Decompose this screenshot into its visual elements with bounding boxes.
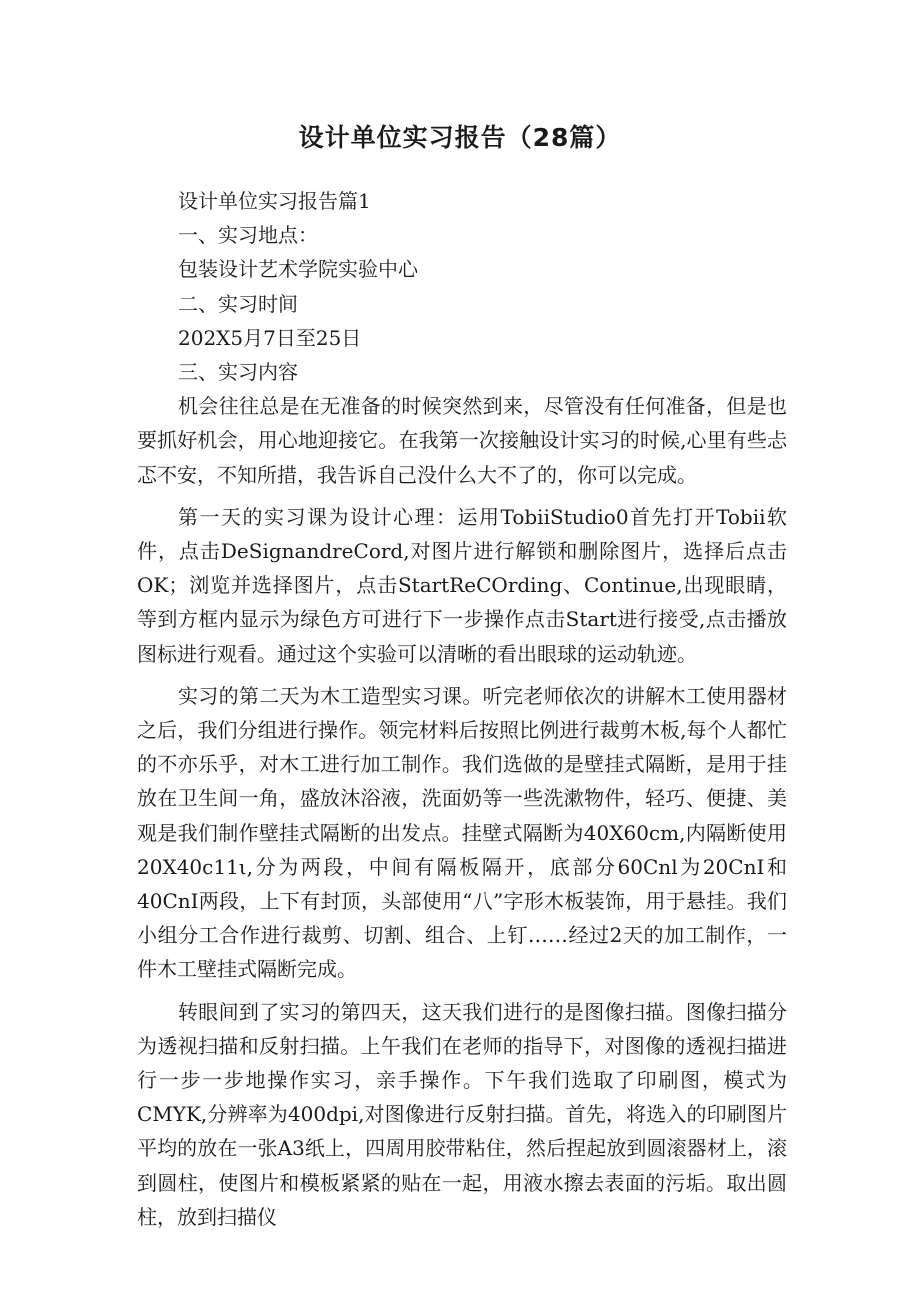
paragraph-intro: 机会往往总是在无准备的时候突然到来，尽管没有任何准备，但是也要抓好机会，用心地迎接它。在我第一次接触设计实习的时候,心里有些忐忑不安，不知所措，我告诉自己没什么大不了的，你可以完成。	[137, 394, 787, 487]
item-time-value: 202X5月7日至25日	[178, 325, 362, 350]
document-title: 设计单位实习报告（28篇）	[298, 123, 622, 152]
paragraph-day-four: 转眼间到了实习的第四天，这天我们进行的是图像扫描。图像扫描分为透视扫描和反射扫描。上午我们在老师的指导下，对图像的透视扫描进行一步一步地操作实习，亲手操作。下午我们选取了印刷图，模式为CMYK,分辨率为400dpi,对图像进行反射扫描。首先，将选入的印刷图片平均的放在一张A3纸上，四周用胶带粘住，然后捏起放到圆滚器材上，滚到圆柱，使图片和模板紧紧的贴在一起，用液水擦去表面的污垢。取出圆柱，放到扫描仪	[137, 999, 787, 1229]
item-time-label: 二、实习时间	[178, 291, 298, 316]
document-body	[137, 184, 787, 1234]
paragraph-day-two: 实习的第二天为木工造型实习课。听完老师依次的讲解木工使用器材之后，我们分组进行操作。领完材料后按照比例进行裁剪木板,每个人都忙的不亦乐乎，对木工进行加工制作。我们选做的是壁挂式隔断，是用于挂放在卫生间一角，盛放沐浴液，洗面奶等一些洗漱物件，轻巧、便捷、美观是我们制作壁挂式隔断的出发点。挂壁式隔断为40X60cm,内隔断使用20X40c11ι,分为两段，中间有隔板隔开，底部分60Cnl为20CnI和40CnI两段，上下有封顶，头部使用“八”字形木板装饰，用于悬挂。我们小组分工合作进行裁剪、切割、组合、上钉……经过2天的加工制作，一件木工壁挂式隔断完成。	[137, 683, 787, 982]
item-location-label: 一、实习地点：	[178, 223, 318, 248]
item-content-label: 三、实习内容	[178, 360, 298, 385]
item-location-value: 包装设计艺术学院实验中心	[178, 257, 418, 282]
section-heading: 设计单位实习报告篇1	[178, 189, 371, 213]
paragraph-day-one: 第一天的实习课为设计心理：运用TobiiStudio0首先打开Tobii软件，点击DeSignandreCord,对图片进行解锁和删除图片，选择后点击OK；浏览并选择图片，点击StartReCOrding、Continue,出现眼睛，等到方框内显示为绿色方可进行下一步操作点击Start进行接受,点击播放图标进行观看。通过这个实验可以清晰的看出眼球的运动轨迹。	[137, 504, 787, 666]
